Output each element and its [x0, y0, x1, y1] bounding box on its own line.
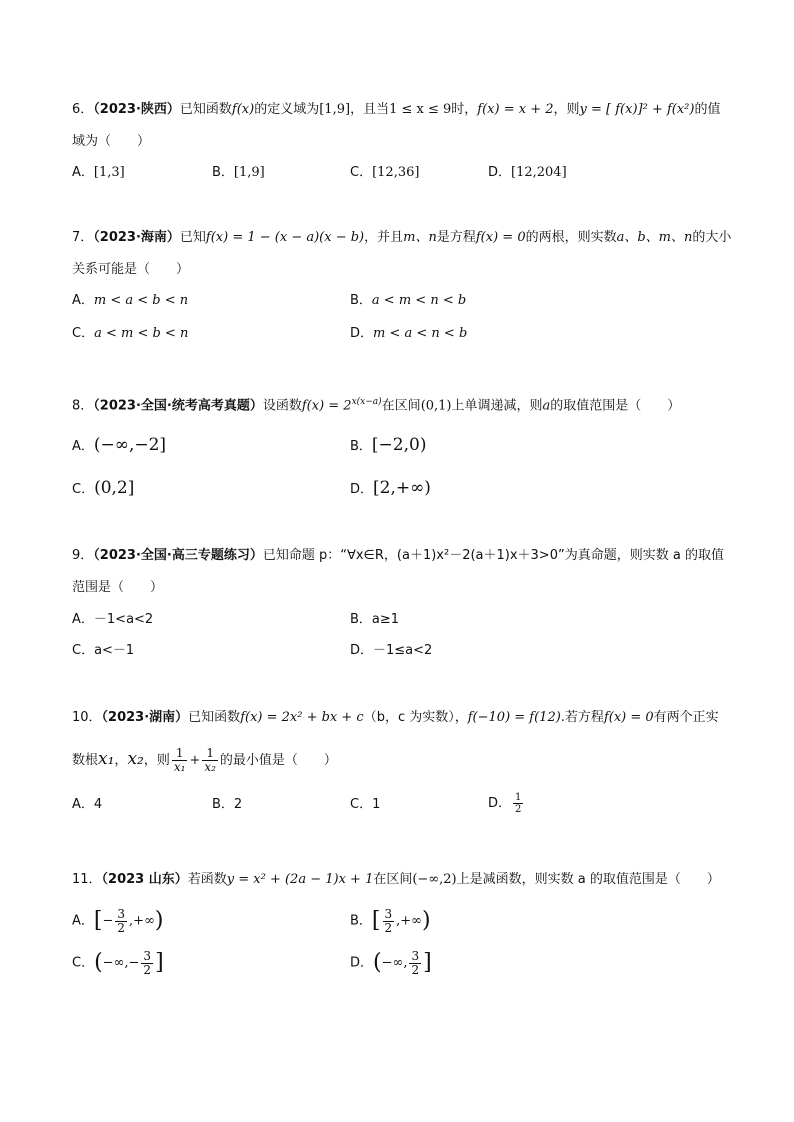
- option-d[interactable]: [488, 162, 567, 184]
- stem-text: .若方程: [560, 710, 604, 725]
- option-label: C．: [350, 797, 373, 812]
- option-c[interactable]: [350, 162, 419, 184]
- option-value: [1,3]: [93, 165, 125, 180]
- question-number: 9．: [72, 548, 94, 563]
- math-function: f(x) = 2x² + bx + c: [240, 710, 364, 725]
- option-label: B．: [212, 797, 234, 812]
- option-label: B．: [350, 439, 372, 454]
- option-fraction: [141, 950, 153, 977]
- option-b[interactable]: [350, 290, 466, 312]
- stem-text: 的两根，则实数: [525, 230, 617, 245]
- fraction-denominator: x₁: [173, 760, 186, 774]
- stem-text: ，: [114, 753, 128, 768]
- question-10-stem-line-1: [72, 708, 719, 728]
- option-value-fraction: [513, 792, 523, 815]
- fraction-numerator: 1: [172, 747, 188, 761]
- option-value: －1<a<2: [93, 612, 154, 627]
- option-c[interactable]: [72, 323, 188, 345]
- option-value: a < m < b < n: [94, 326, 189, 341]
- math-condition: f(−10) = f(12): [467, 710, 561, 725]
- math-function: f(x) = 2: [301, 398, 352, 414]
- option-value: [1,9]: [233, 165, 265, 180]
- option-label: B．: [212, 165, 234, 180]
- option-label: C．: [350, 165, 373, 180]
- question-6-stem-line-1: [72, 100, 720, 120]
- fraction-denominator: 2: [515, 804, 522, 815]
- option-b[interactable]: [212, 794, 242, 816]
- stem-text: 在区间: [373, 872, 413, 887]
- stem-text: 的值: [694, 102, 721, 117]
- option-label: C．: [72, 643, 95, 658]
- option-value: 4: [93, 797, 103, 812]
- option-label: D．: [350, 643, 374, 658]
- question-source: （2023·全国·高三专题练习）: [93, 548, 263, 563]
- option-a[interactable]: [72, 794, 102, 816]
- option-label: C．: [72, 955, 95, 971]
- question-number: 8．: [72, 398, 94, 414]
- option-value: 1: [372, 797, 381, 812]
- fraction-denominator: x₂: [204, 760, 216, 774]
- stem-text: 上是减函数，则实数 a 的取值范围是（ ）: [456, 872, 720, 887]
- stem-text: 已知: [179, 230, 206, 245]
- math-equation: f(x) = 0: [603, 710, 654, 725]
- question-7-stem-line-1: [72, 228, 731, 248]
- fraction-numerator: 1: [202, 747, 218, 761]
- stem-text: 已知函数: [188, 710, 241, 725]
- stem-text: 上单调递减，则: [451, 398, 543, 414]
- option-d[interactable]: [488, 792, 525, 815]
- math-variable: a: [542, 398, 551, 414]
- fraction-denominator: 2: [143, 962, 152, 977]
- question-11-stem-line-1: [72, 870, 720, 890]
- math-head: −∞,: [381, 955, 408, 971]
- question-source: （2023·湖南）: [101, 710, 189, 725]
- stem-text: 有两个正实: [653, 710, 719, 725]
- math-tail: ,+∞: [396, 913, 423, 929]
- math-expression: y = [ f(x)]² + f(x²): [579, 102, 695, 117]
- option-c[interactable]: [72, 640, 134, 662]
- option-value: [12,204]: [511, 165, 567, 180]
- option-c[interactable]: [72, 946, 164, 981]
- stem-text: 若函数: [187, 872, 227, 887]
- option-label: A．: [72, 439, 94, 454]
- question-source: （2023 山东）: [101, 872, 188, 887]
- option-b[interactable]: [350, 434, 426, 458]
- bracket-open: (: [94, 950, 103, 975]
- math-interval: (0,1): [420, 398, 452, 414]
- stem-text: 已知函数: [179, 102, 232, 117]
- fraction-numerator: 1: [515, 792, 522, 803]
- option-label: D．: [350, 955, 374, 971]
- stem-text: 的定义域为: [254, 102, 320, 117]
- option-label: B．: [350, 612, 372, 627]
- option-value: 2: [233, 797, 243, 812]
- fraction-denominator: 2: [117, 920, 126, 935]
- stem-text: 范围是（ ）: [72, 580, 164, 595]
- stem-text: 关系可能是（ ）: [72, 262, 190, 277]
- fraction-1-over-x1: [172, 747, 188, 774]
- option-label: D．: [488, 796, 512, 811]
- stem-text: ，则: [553, 102, 580, 117]
- math-variables: a、b、m、n: [616, 230, 693, 245]
- option-value: a < m < n < b: [371, 293, 467, 308]
- math-function: f(x) = x + 2: [477, 102, 554, 117]
- option-value: [−2,0): [371, 435, 427, 455]
- option-d[interactable]: [350, 640, 432, 662]
- option-d[interactable]: [350, 323, 467, 345]
- question-8-stem-line-1: [72, 392, 680, 416]
- math-function: y = x² + (2a − 1)x + 1: [226, 872, 374, 887]
- option-a[interactable]: [72, 290, 188, 312]
- option-value: m < a < b < n: [93, 293, 189, 308]
- option-b[interactable]: [350, 609, 399, 631]
- option-fraction: [115, 908, 127, 935]
- bracket-open: (: [373, 950, 382, 975]
- stem-text: 时，: [451, 102, 478, 117]
- stem-text: 的大小: [692, 230, 732, 245]
- option-label: D．: [350, 326, 374, 341]
- option-fraction: [409, 950, 421, 977]
- option-b[interactable]: [350, 904, 431, 939]
- stem-text: 域为（ ）: [72, 134, 151, 149]
- math-operator: +: [189, 753, 201, 768]
- stem-text: 设函数: [262, 398, 302, 414]
- math-root-2: x₂: [127, 749, 144, 769]
- math-root-1: x₁: [98, 749, 115, 769]
- stem-text: 的取值范围是（ ）: [550, 398, 681, 414]
- fraction-numerator: 3: [117, 906, 126, 921]
- stem-text: （b，c 为实数），: [363, 710, 468, 725]
- fraction-numerator: 3: [411, 948, 420, 963]
- option-label: C．: [72, 482, 95, 497]
- option-label: A．: [72, 165, 94, 180]
- question-9-stem-line-1: [72, 546, 724, 566]
- question-6-stem-line-2: [72, 132, 150, 152]
- option-fraction: [383, 908, 395, 935]
- option-a[interactable]: [72, 609, 153, 631]
- option-label: D．: [488, 165, 512, 180]
- math-fx: f(x): [231, 102, 255, 117]
- option-value: －1≤a<2: [373, 643, 433, 658]
- math-condition: 1 ≤ x ≤ 9: [389, 102, 452, 117]
- question-7-stem-line-2: [72, 260, 189, 280]
- stem-text: ，且当: [350, 102, 390, 117]
- option-value: a≥1: [371, 612, 400, 627]
- question-9-stem-line-2: [72, 578, 163, 598]
- question-10-stem-line-2: [72, 744, 337, 776]
- fraction-denominator: 2: [411, 962, 420, 977]
- option-label: A．: [72, 293, 94, 308]
- math-tail: ,+∞: [129, 913, 155, 929]
- option-label: A．: [72, 913, 94, 929]
- math-exponent: x(x−a): [351, 397, 382, 407]
- option-label: C．: [72, 326, 95, 341]
- option-a[interactable]: [72, 904, 164, 939]
- option-label: A．: [72, 612, 94, 627]
- bracket-close: ): [422, 908, 431, 933]
- question-source: （2023·陕西）: [93, 102, 180, 117]
- option-value: (0,2]: [94, 478, 135, 498]
- stem-text: 在区间: [381, 398, 421, 414]
- math-head: −∞,−: [102, 955, 140, 971]
- option-label: B．: [350, 293, 372, 308]
- question-number: 7．: [72, 230, 94, 245]
- option-c[interactable]: [72, 477, 134, 501]
- stem-text: 数根: [72, 753, 99, 768]
- option-value: (−∞,−2]: [93, 435, 167, 455]
- math-roots: m、n: [403, 230, 437, 245]
- fraction-1-over-x2: [202, 747, 218, 774]
- option-value: [2,+∞): [373, 478, 431, 498]
- option-value: m < a < n < b: [373, 326, 468, 341]
- math-function: f(x) = 1 − (x − a)(x − b): [205, 230, 365, 245]
- bracket-open: [: [93, 908, 103, 933]
- question-source: （2023·海南）: [93, 230, 180, 245]
- question-source: （2023·全国·统考高考真题）: [93, 398, 263, 414]
- math-sign: −: [102, 913, 114, 929]
- option-d[interactable]: [350, 477, 431, 501]
- option-label: D．: [350, 482, 374, 497]
- stem-text: ，并且: [364, 230, 404, 245]
- option-b[interactable]: [212, 162, 265, 184]
- question-number: 10．: [72, 710, 102, 725]
- stem-text: 是方程: [436, 230, 476, 245]
- question-number: 6．: [72, 102, 94, 117]
- bracket-close: ]: [155, 950, 164, 975]
- question-number: 11．: [72, 872, 102, 887]
- option-d[interactable]: [350, 946, 432, 981]
- option-c[interactable]: [350, 794, 380, 816]
- option-a[interactable]: [72, 162, 125, 184]
- fraction-numerator: 3: [143, 948, 152, 963]
- stem-text: ，则: [143, 753, 170, 768]
- fraction-numerator: 3: [384, 906, 393, 921]
- bracket-open: [: [371, 908, 381, 933]
- option-value: a<－1: [94, 643, 135, 658]
- bracket-close: ]: [423, 950, 432, 975]
- math-interval: (−∞,2): [412, 872, 457, 887]
- option-value: [12,36]: [372, 165, 420, 180]
- fraction-denominator: 2: [384, 920, 393, 935]
- stem-text: 已知命题 p：“∀x∈R，(a＋1)x²－2(a＋1)x＋3>0”为真命题，则实数 a 的取值: [262, 548, 724, 563]
- option-a[interactable]: [72, 434, 166, 458]
- bracket-close: ): [154, 908, 164, 933]
- option-label: A．: [72, 797, 94, 812]
- math-equation: f(x) = 0: [475, 230, 526, 245]
- stem-text: 的最小值是（ ）: [219, 753, 337, 768]
- option-label: B．: [350, 913, 372, 929]
- math-domain: [1,9]: [319, 102, 351, 117]
